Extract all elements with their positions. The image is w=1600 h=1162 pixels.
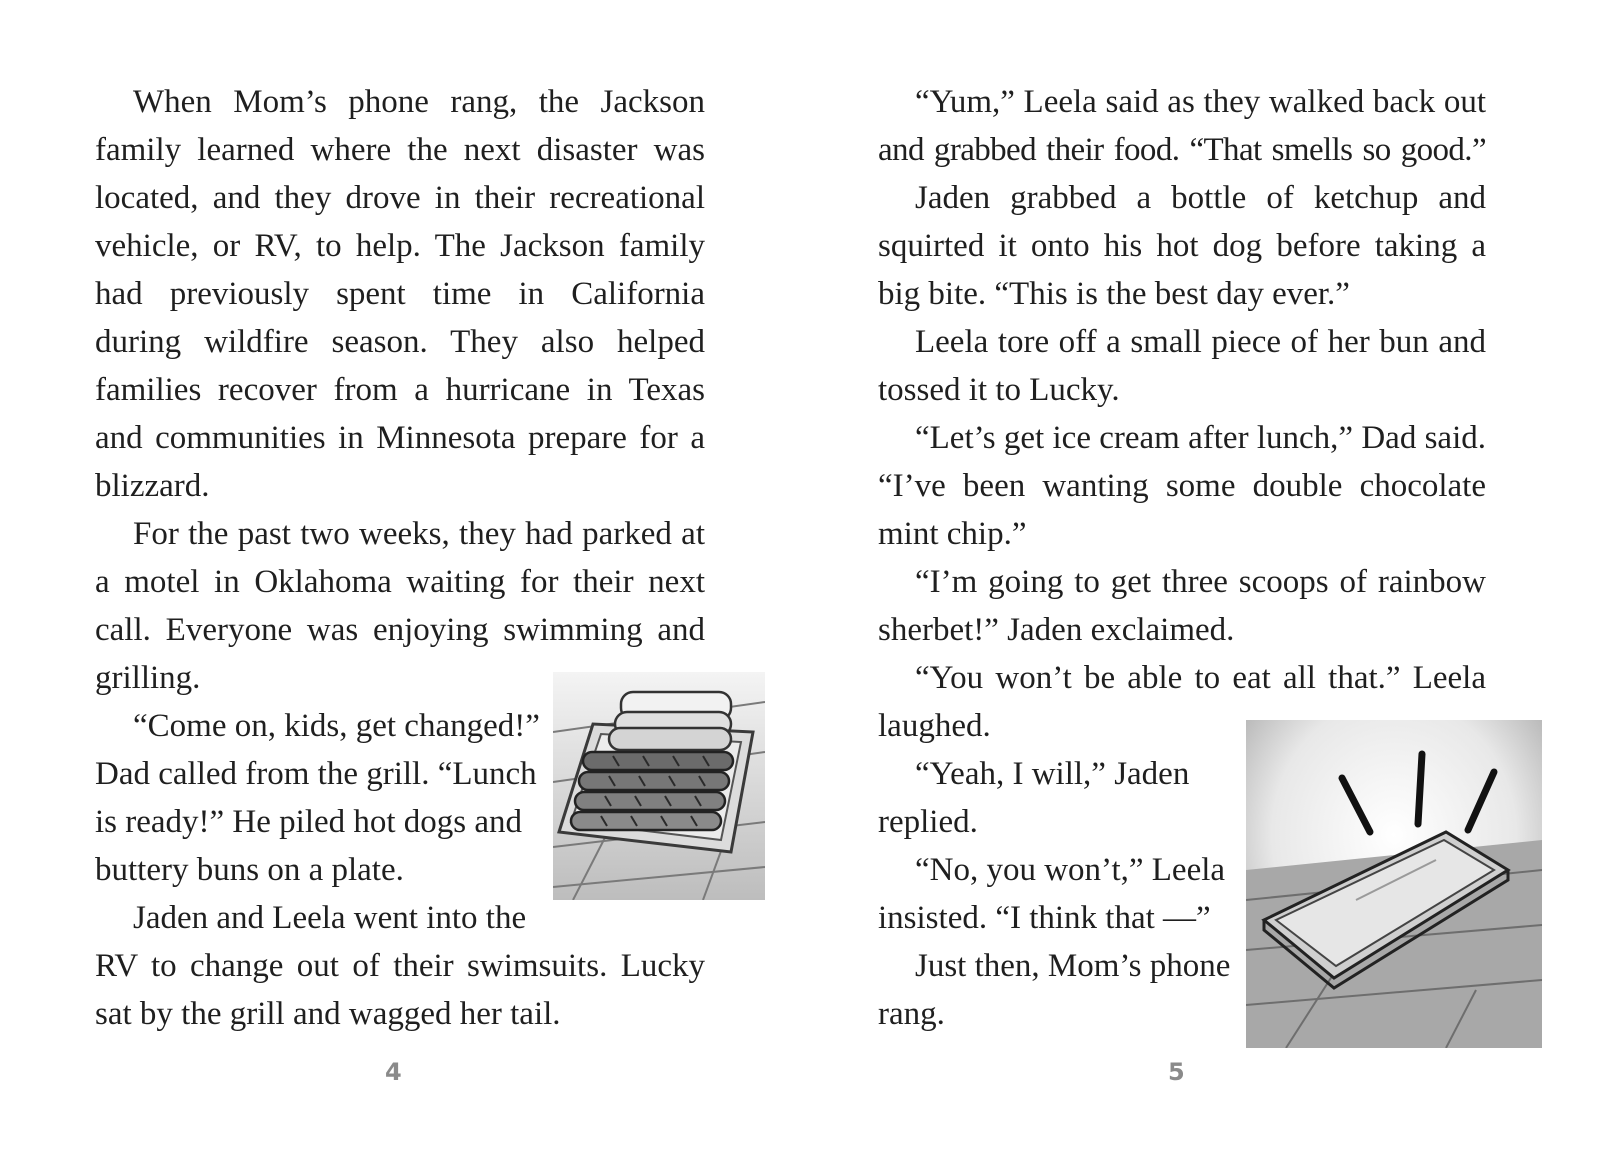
text-line: “No, you won’t,” Leela [915,852,1226,888]
text-line: sherbet!” Jaden exclaimed. [878,612,1235,648]
text-line: When Mom’s phone rang, the Jackson [133,84,705,120]
text-line: blizzard. [95,468,210,504]
text-line: “Let’s get ice cream after lunch,” Dad said. [915,420,1486,456]
text-line: squirted it onto his hot dog before taking a [878,228,1486,264]
text-line: replied. [878,804,978,840]
text-line: “Yum,” Leela said as they walked back out [915,84,1486,120]
text-line: “I’m going to get three scoops of rainbow [915,564,1486,600]
text-line: had previously spent time in California [95,276,705,312]
text-line: during wildfire season. They also helped [95,324,705,360]
text-line: and communities in Minnesota prepare for a [95,420,705,456]
text-line: buttery buns on a plate. [95,852,404,888]
text-line: “I’ve been wanting some double chocolate [878,468,1486,504]
text-line: For the past two weeks, they had parked at [133,516,705,552]
text-line: sat by the grill and wagged her tail. [95,996,561,1032]
right-page [800,0,1600,1162]
text-line: tossed it to Lucky. [878,372,1120,408]
text-line: “You won’t be able to eat all that.” Leela [915,660,1486,696]
text-line: and grabbed their food. “That smells so good.” [878,132,1486,168]
text-line: Dad called from the grill. “Lunch [95,756,537,792]
text-line: Just then, Mom’s phone [915,948,1231,984]
text-line: insisted. “I think that —” [878,900,1211,936]
text-line: Leela tore off a small piece of her bun and [915,324,1486,360]
text-line: family learned where the next disaster was [95,132,705,168]
text-line: grilling. [95,660,201,696]
ringing-phone-illustration [1246,720,1542,1048]
text-line: “Come on, kids, get changed!” [133,708,540,744]
text-line: located, and they drove in their recreational [95,180,705,216]
text-line: RV to change out of their swimsuits. Lucky [95,948,705,984]
text-line: rang. [878,996,945,1032]
text-line: call. Everyone was enjoying swimming and [95,612,705,648]
text-line: a motel in Oklahoma waiting for their next [95,564,705,600]
page-number: 4 [385,1058,403,1086]
text-line: is ready!” He piled hot dogs and [95,804,523,840]
text-line: families recover from a hurricane in Texas [95,372,705,408]
text-line: big bite. “This is the best day ever.” [878,276,1350,312]
text-line: mint chip.” [878,516,1027,552]
hot-dogs-on-plate-illustration [553,672,765,900]
text-line: laughed. [878,708,991,744]
text-line: Jaden grabbed a bottle of ketchup and [915,180,1486,216]
text-line: Jaden and Leela went into the [133,900,527,936]
text-line: “Yeah, I will,” Jaden [915,756,1190,792]
page-number: 5 [1168,1058,1186,1086]
text-line: vehicle, or RV, to help. The Jackson family [95,228,705,264]
